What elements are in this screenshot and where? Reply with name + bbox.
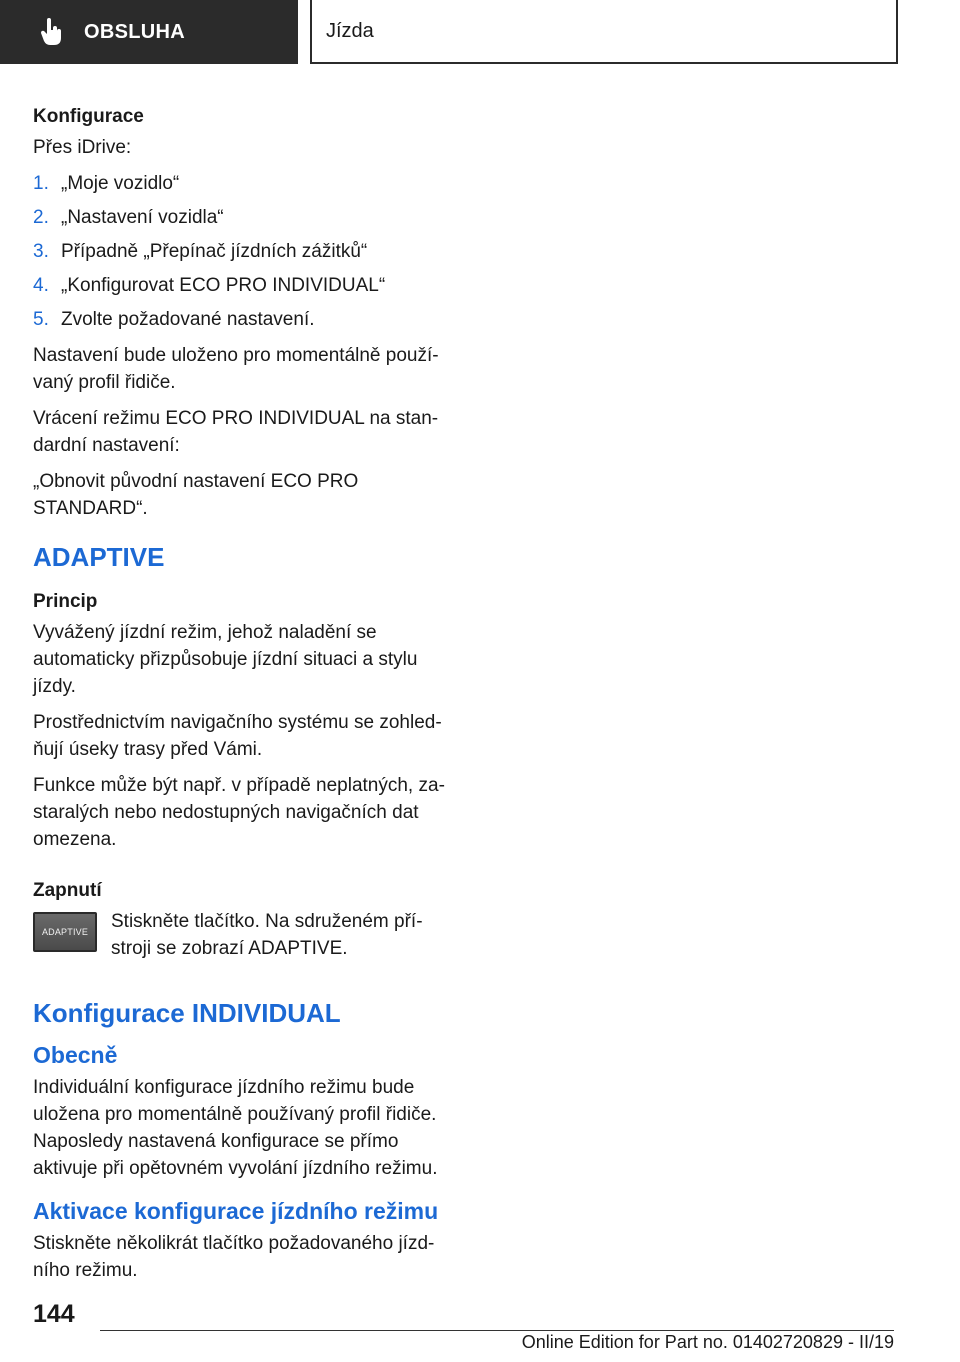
- content-column: [33, 103, 448, 1293]
- adaptive-button-row: [33, 908, 448, 962]
- step-item: [33, 238, 448, 265]
- step-text: „Nastavení vozidla“: [61, 207, 224, 228]
- konfigurace-paragraph: Vrácení režimu ECO PRO INDIVIDUAL na standardní nastavení:: [33, 408, 439, 456]
- step-item: [33, 306, 448, 333]
- konfigurace-paragraph: Nastavení bude uloženo pro momentálně používaný profil řidiče.: [33, 345, 439, 393]
- obecne-paragraph: Individuální konfigurace jízdního režimu bude uložena pro momentálně používaný profil řidiče. Naposledy nastavená konfigurace se přímo aktivuje při opětovném vyvolání jízdního režimu.: [33, 1077, 438, 1179]
- hand-pointer-icon: [40, 18, 62, 46]
- footer-divider: [100, 1330, 894, 1331]
- step-item: [33, 204, 448, 231]
- adaptive-paragraph: Prostřednictvím navigačního systému se zohledňují úseky trasy před Vámi.: [33, 712, 442, 760]
- konfigurace-heading: Konfigurace: [33, 106, 144, 127]
- step-text: Případně „Přepínač jízdních zážitků“: [61, 241, 368, 262]
- konfigurace-intro: Přes iDrive:: [33, 137, 132, 158]
- chapter-label: Jízda: [326, 19, 374, 42]
- individual-heading: Konfigurace INDIVIDUAL: [33, 998, 341, 1028]
- chapter-header: [310, 0, 898, 64]
- princip-heading: Princip: [33, 591, 98, 612]
- obecne-heading: Obecně: [33, 1042, 118, 1068]
- step-text: Zvolte požadované nastavení.: [61, 309, 315, 330]
- step-number: 2.: [33, 207, 49, 228]
- step-item: [33, 170, 448, 197]
- section-tab[interactable]: [0, 0, 298, 64]
- section-label: OBSLUHA: [84, 20, 185, 43]
- adaptive-button-text: Stiskněte tlačítko. Na sdruženém přístroji se zobrazí ADAPTIVE.: [111, 911, 423, 959]
- adaptive-paragraph: Vyvážený jízdní režim, jehož naladění se automaticky přizpůsobuje jízdní situaci a stylu jízdy.: [33, 622, 418, 697]
- aktivace-heading: Aktivace konfigurace jízdního režimu: [33, 1198, 439, 1224]
- adaptive-paragraph: Funkce může být např. v případě neplatných, zastaralých nebo nedostupných navigačních dat omezena.: [33, 775, 445, 850]
- adaptive-button-image: ADAPTIVE: [33, 912, 97, 952]
- aktivace-paragraph: Stiskněte několikrát tlačítko požadovaného jízdního režimu.: [33, 1233, 435, 1281]
- step-number: 4.: [33, 275, 49, 296]
- konfigurace-paragraph: „Obnovit původní nastavení ECO PRO STANDARD“.: [33, 471, 359, 519]
- step-number: 5.: [33, 309, 49, 330]
- step-text: „Moje vozidlo“: [61, 173, 180, 194]
- zapnuti-heading: Zapnutí: [33, 880, 102, 901]
- step-item: [33, 272, 448, 299]
- step-text: „Konfigurovat ECO PRO INDIVIDUAL“: [61, 275, 386, 296]
- step-number: 1.: [33, 173, 49, 194]
- footer-edition: Online Edition for Part no. 01402720829 - II/19: [521, 1332, 894, 1352]
- step-number: 3.: [33, 241, 49, 262]
- page-number: 144: [33, 1300, 75, 1328]
- konfigurace-steps: [33, 170, 448, 333]
- adaptive-heading: ADAPTIVE: [33, 542, 165, 572]
